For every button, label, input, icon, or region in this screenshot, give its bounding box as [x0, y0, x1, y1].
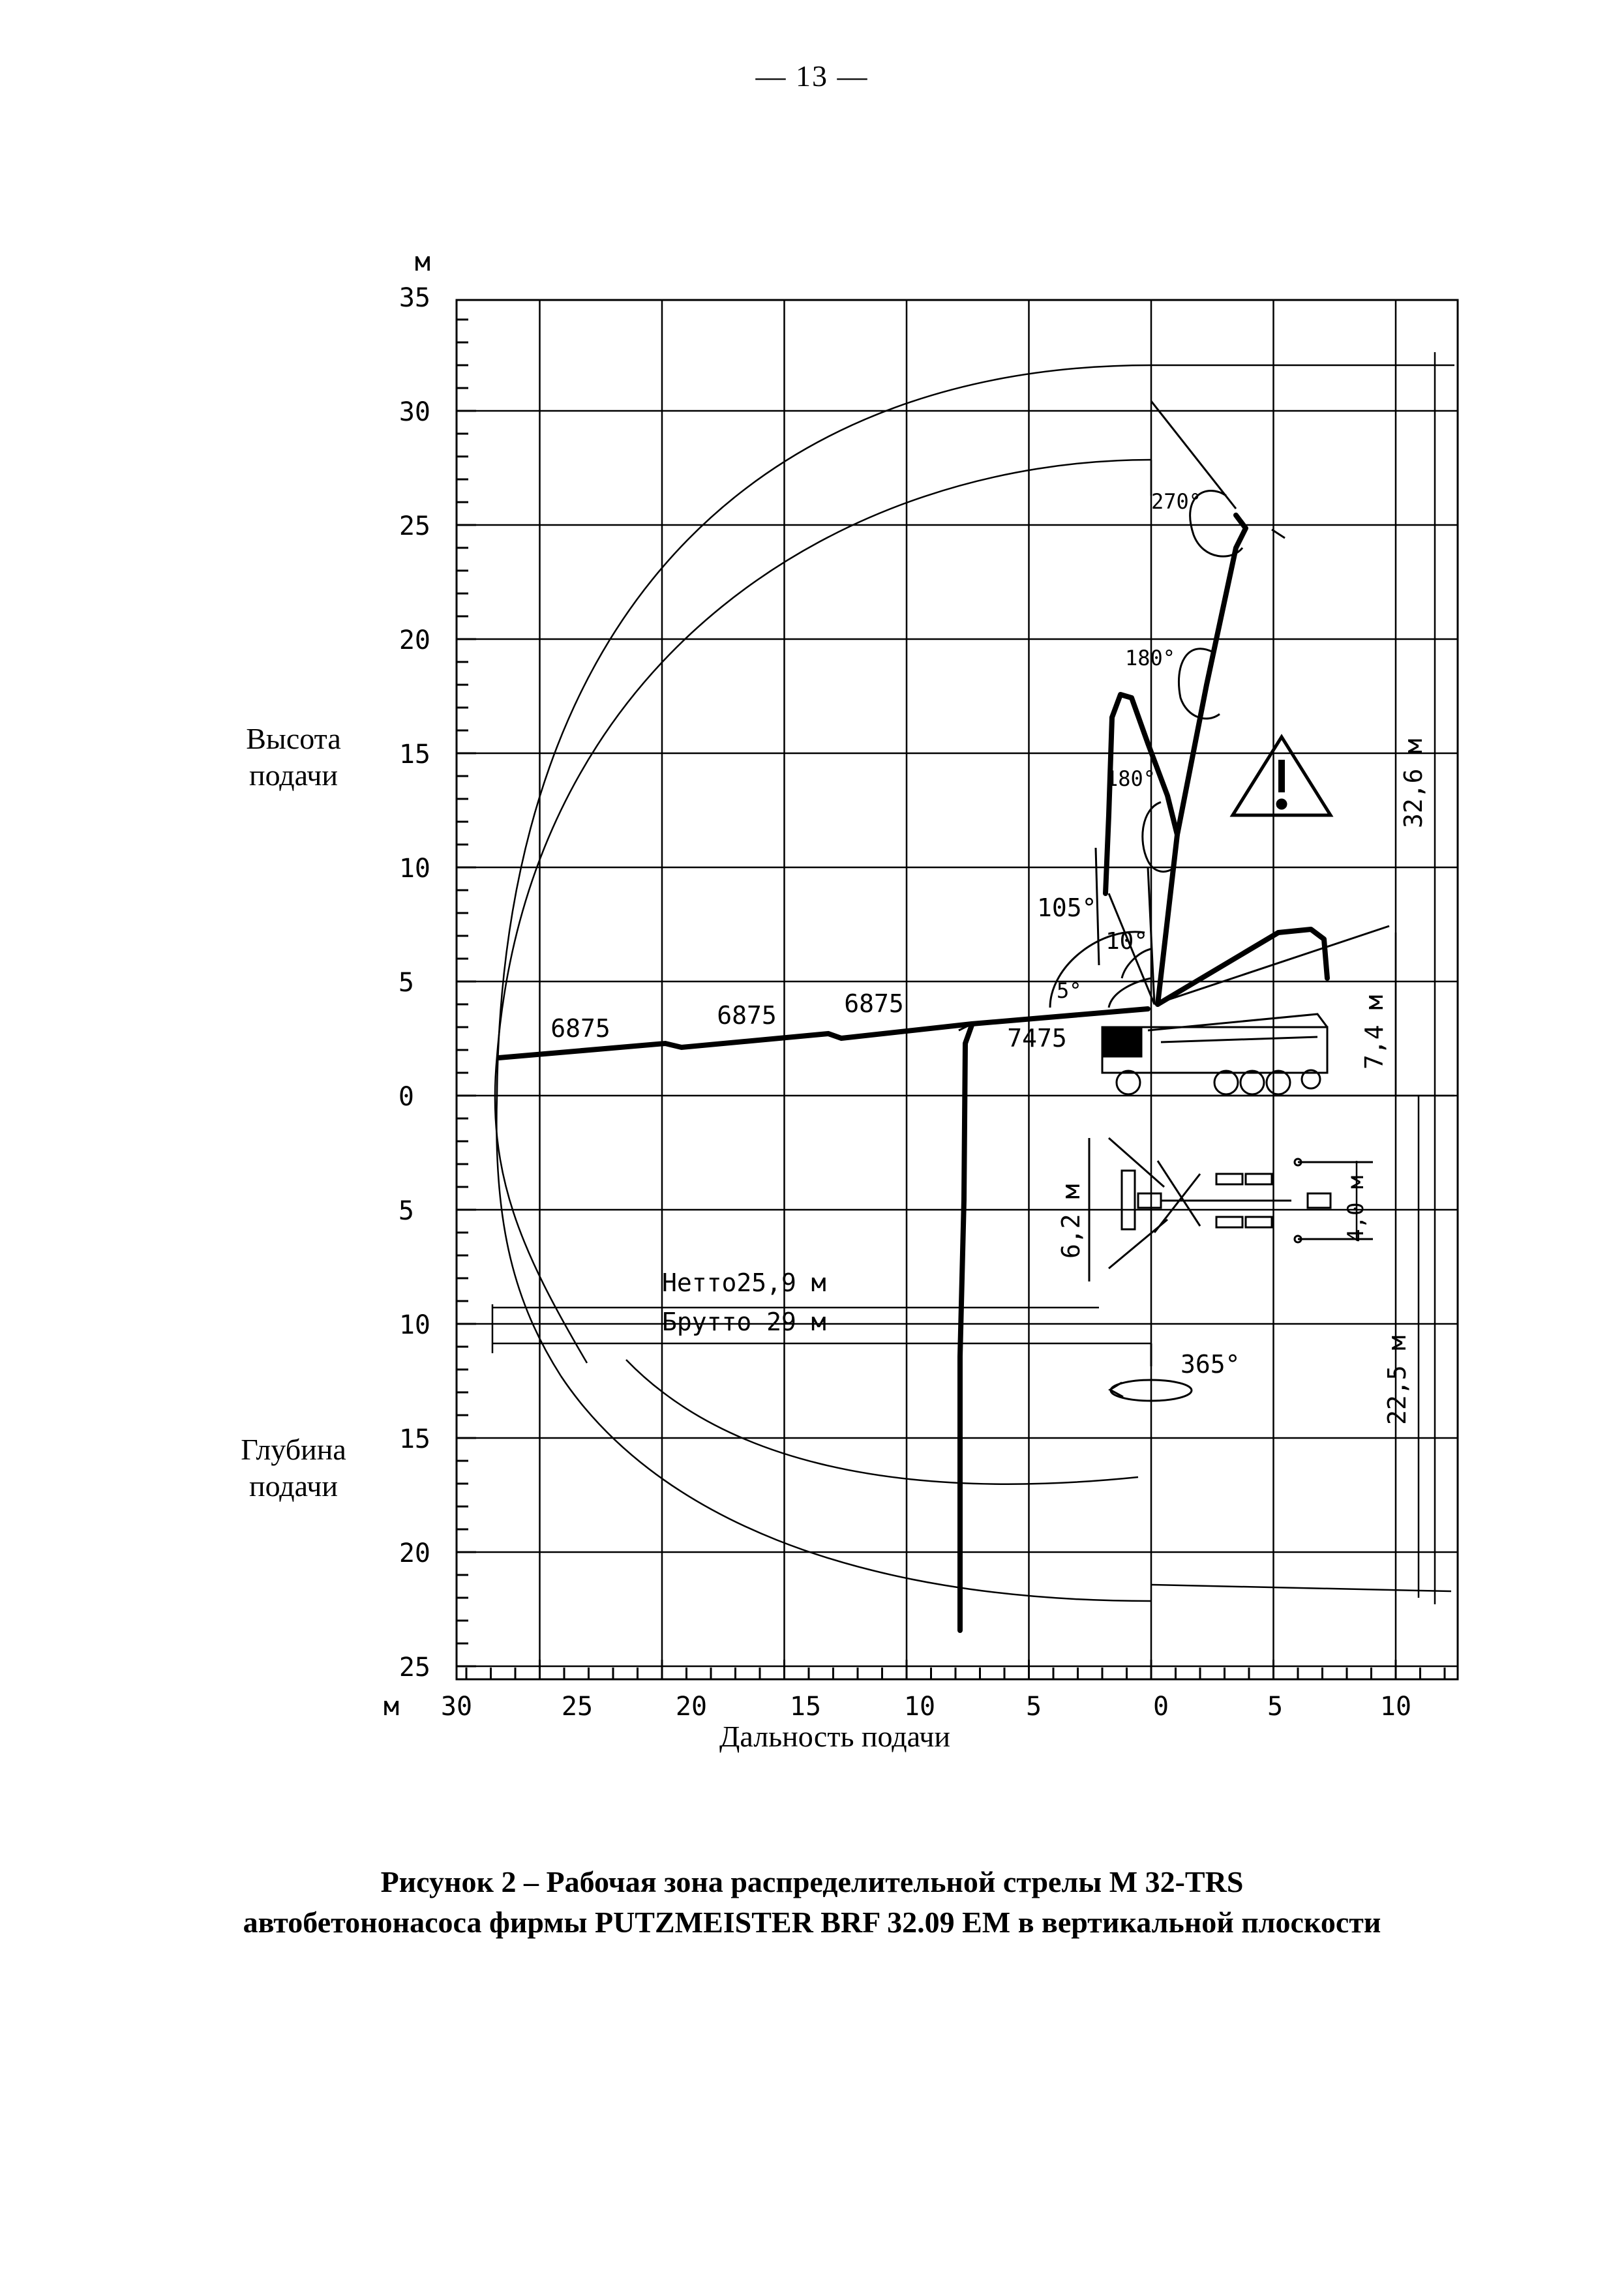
segment-label: 6875 — [717, 1001, 777, 1030]
angle-label: 180° — [1105, 766, 1156, 791]
net-reach-label: Нетто25,9 м — [662, 1268, 826, 1297]
axis-ticks — [457, 320, 1445, 1679]
angle-label: 180° — [1125, 646, 1176, 670]
y-tick-label: 15 — [398, 1424, 430, 1454]
x-tick-label: 10 — [1379, 1692, 1412, 1722]
x-tick-label: 5 — [1267, 1692, 1284, 1722]
x-tick-label: 10 — [903, 1692, 936, 1722]
x-tick-label: 5 — [1025, 1692, 1042, 1722]
y-tick-label: 10 — [398, 1310, 430, 1340]
x-tick-label: 15 — [789, 1692, 822, 1722]
figure-caption — [0, 1862, 1624, 1943]
y-tick-label: 30 — [398, 397, 430, 427]
segment-label: 6875 — [844, 989, 904, 1018]
x-unit-label: м — [383, 1692, 400, 1722]
outrigger-front-label: 6,2 м — [1057, 1184, 1085, 1259]
outrigger-rear-label: 4,0 м — [1343, 1175, 1369, 1242]
y-tick-label: 20 — [398, 625, 430, 655]
y-tick-label: 25 — [398, 511, 430, 541]
dimension-lines — [492, 352, 1454, 1604]
angle-label: 365° — [1180, 1350, 1241, 1379]
y-tick-label: 5 — [398, 1196, 414, 1226]
y-tick-label: 15 — [398, 740, 430, 770]
y-tick-label: 5 — [398, 968, 414, 998]
y-axis-title-depth — [225, 1431, 362, 1505]
angle-label: 105° — [1037, 893, 1097, 922]
angle-label: 270° — [1151, 489, 1202, 514]
x-tick-label: 30 — [440, 1692, 473, 1722]
page-number: — 13 — — [755, 59, 869, 93]
segment-label: 6875 — [550, 1014, 610, 1043]
y-axis-title-line: Глубина — [241, 1433, 346, 1466]
caption-line: автобетононасоса фирмы PUTZMEISTER BRF 32.09 EM в вертикальной плоскости — [243, 1906, 1381, 1939]
y-axis-title-line: Высота — [246, 722, 341, 755]
gross-reach-label: Брутто 29 м — [662, 1308, 826, 1336]
x-tick-label: 25 — [561, 1692, 594, 1722]
x-axis-title: Дальность подачи — [719, 1720, 950, 1753]
y-tick-label: 20 — [398, 1538, 430, 1568]
fold-height-label: 7,4 м — [1360, 995, 1389, 1070]
total-height-label: 32,6 м — [1399, 738, 1428, 828]
grid-lines — [457, 300, 1458, 1679]
concrete-pump-truck-icon — [1102, 1014, 1327, 1094]
y-tick-label: 10 — [398, 854, 430, 884]
plot-frame — [457, 300, 1458, 1679]
angle-label: 5° — [1057, 978, 1082, 1003]
total-depth-label: 22,5 м — [1383, 1335, 1411, 1425]
y-tick-label: 0 — [398, 1082, 414, 1112]
y-axis-title-height — [228, 721, 359, 794]
y-axis-title-line: подачи — [248, 1469, 338, 1503]
x-tick-label: 0 — [1152, 1692, 1169, 1722]
warning-triangle-icon — [1233, 737, 1331, 815]
x-tick-label: 20 — [675, 1692, 708, 1722]
segment-label: 7475 — [1007, 1024, 1067, 1053]
reach-envelope — [495, 365, 1151, 1601]
y-tick-label: 35 — [398, 283, 430, 313]
y-unit-label: м — [414, 247, 430, 277]
y-tick-label: 25 — [398, 1653, 430, 1683]
caption-line: Рисунок 2 – Рабочая зона распределительной стрелы М 32-TRS — [380, 1865, 1244, 1898]
y-axis-title-line: подачи — [248, 758, 338, 792]
angle-label: 10° — [1105, 928, 1149, 955]
